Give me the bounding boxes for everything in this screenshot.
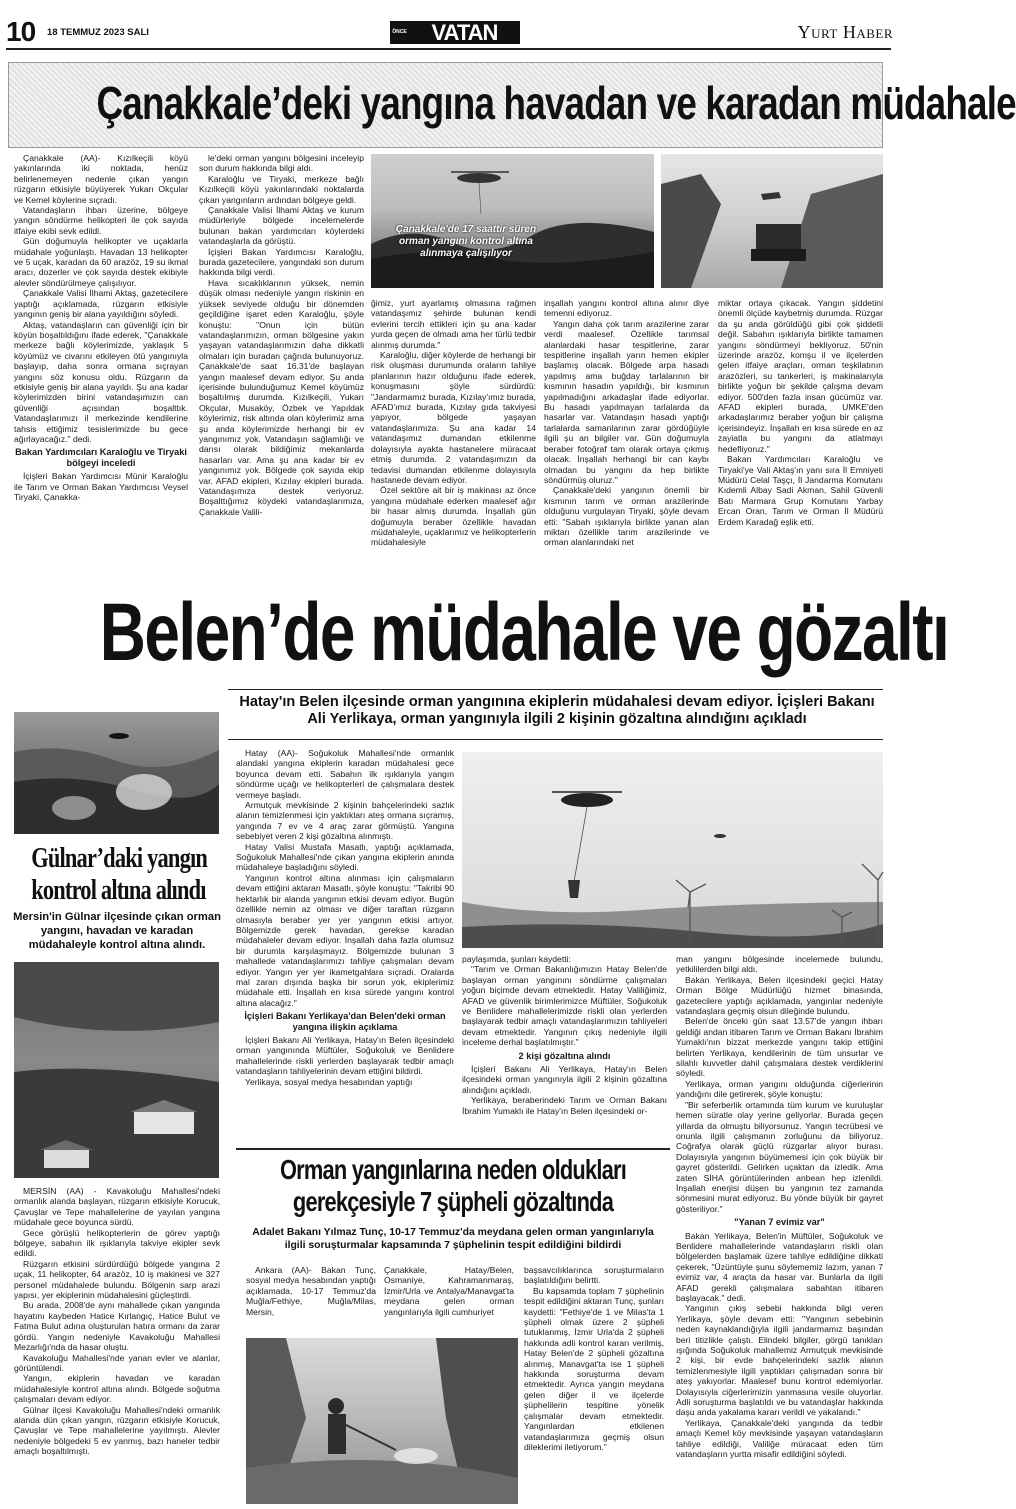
subheading: 2 kişi gözaltına alındı — [518, 1050, 611, 1061]
paragraph: Vatandaşların ihbarı üzerine, bölgeye yangın söndürme helikopteri ile çok sayıda itfaiye ekibi sevk edildi. — [14, 205, 188, 236]
story2-column-2 — [462, 954, 667, 1140]
paragraph: miktar ortaya çıkacak. Yangın şiddetini önemli ölçüde kaybetmiş durumda. Rüzgar da şu anda görüldüğü gibi çok şiddetli değil. Sabahın ışıklarıyla birlikte tamamen yangını söndürmeyi bekliyoruz. 50'nin üzerinde arazöz, komşu il ve ilçelerden gelen itfaiye araçları, orman teşkilatının arazözleri, su tankerleri, iş makinalarıyla birlikte yoğun bir şekilde çalışma devam ediyor. 500'den fazla insan gücümüz var. AFAD ekipleri burada, UMKE'den arkadaşlarımız beraber yoğun bir çalışma içerisindeyiz. İnşallah en kısa sürede en az zayiatla bu yangını da atlatmayı hedefliyoruz." — [718, 298, 883, 454]
story4-column-3 — [524, 1265, 664, 1505]
paragraph: Hava sıcaklıklarının yüksek, nemin düşük olması nedeniyle yangın riskinin en yüksek seviyede olduğu bir dönemden geçildiğine işaret eden Karaloğlu, şöyle konuştu: "Onun için bütün vatandaşlarımızın, orman bölgesine yakın yaşayan vatandaşlarımızın daha dikkatli olmaları için buradan çağrıda bulunuyoruz. Çanakkale'de saat 16.31'de başlayan yangın maalesef devam ediyor. Şu anda içerisinde bulunduğumuz Kemel köyümüz boşaltılmış durumda. Kızılkeçili, Yukarı Okçular, Musaköy, Özbek ve Yapıldak köylerimiz, risk altında olan köylerimiz ama şu anda köylerimizde herhangi bir ev yangınımız yok. Vatandaşın sağlamlığı ve darısı olarak bildiğimiz mekanlarda hasarları var. Ama şu ana kadar bir ev yangınımız yok. Bölgede çok sayıda ekip var. AFAD ekipleri, Kızılay ekipleri burada. Vatandaşımıza destek veriyoruz. Boşalttığımız köydeki vatandaşlarımıza, Çanakkale Valili- — [199, 277, 364, 517]
logo-badge: ÖNCE — [390, 21, 409, 44]
paragraph: Yerlikaya, orman yangını olduğunda ciğerlerinin yandığını dile getirerek, şöyle konuştu: — [676, 1078, 883, 1100]
issue-date: 18 TEMMUZ 2023 SALI — [47, 27, 149, 38]
paragraph: Yangın daha çok tarım arazilerine zarar verdi maalesef. Özellikle tarımsal alanlardaki hasar tespitlerine, zarar tespitlerine inşallah yarın hemen ekipler başlamış olacak. Bölgede arpa hasadı yapılmış ama buğday tarlalarının bir kısmının hasadın yapıldığı, bir kısmının yapılmadığını arkadaşlar ifade ediyorlar. Bu hasadı yapılmayan tarlalarda da hasarlar var. Vatandaşın hasadı yaptığı tarlalarda samanlarının zarar gördüğüyle ilgili şu an bilgiler var. Gün doğumuyla beraber fotoğraf tam olarak ortaya çıkmış olacak. İnşallah herhangi bir can kaybı olmadan bu yangını da hep birlikte söndürmüş oluruz." — [544, 318, 709, 485]
paragraph: ğimiz, yurt ayarlamış olmasına rağmen vatandaşımız şehirde bulunan kendi evlerini tercih ettikleri için şu ana kadar yurda geçen de olmadı ama her türlü tedbir alınmış durumda." — [371, 298, 536, 350]
story2-deck-rule-top — [228, 689, 883, 690]
story1-column-2 — [199, 153, 364, 567]
paragraph: Gece görüşlü helikopterlerin de görev yaptığı bölgeye, sabahın ilk ışıklarıyla takviye ekipler sevk edildi. — [14, 1227, 220, 1259]
paragraph: Hatay (AA)- Soğukoluk Mahallesi'nde ormanlık alandaki yangına ekiplerin karadan müdahalesi gece boyunca devam etti. Sabahın ilk ışıklarıyla yangın söndürme uçağı ve helikopterleri de çalışmalara destek vermeye başladı. — [236, 748, 454, 800]
paragraph: Ankara (AA)- Bakan Tunç, sosyal medya hesabından yaptığı açıklamada, 10-17 Temmuz'da Muğla/Fethiye, Muğla/Milas, Mersin, — [246, 1265, 376, 1317]
story4-headline-line2: gerekçesiyle 7 şüpheli gözaltında — [292, 1186, 614, 1217]
story4-photo-art — [246, 1338, 518, 1504]
paragraph: "Tarım ve Orman Bakanlığımızın Hatay Belen'de başlayan orman yangınını söndürme çalışmaları yoğun biçimde devam etmektedir. Hatay Valiliğimiz, AFAD ve güvenlik birimlerimizce Müftüler, Soğukoluk ve Benlidere mahallelerimizde riskli olan yerlerden başlayarak tedbir amaçlı vatandaşlarımızın tahliyeleri devam etmektedir. Yangının çıkış nedeniyle ilgili inceleme derhal başlatılmıştır." — [462, 964, 667, 1048]
story2-headline: Belen’de müdahale ve gözaltı — [99, 587, 949, 678]
paragraph: MERSİN (AA) - Kavakoluğu Mahallesi'ndeki ormanlık alanda başlayan, rüzgarın etkisiyle Korucuk, Çavuşlar ve Tepe mahallelerine de yayılan yangına müdahale gece boyunca sürdü. — [14, 1186, 220, 1228]
story1-column-4 — [544, 298, 709, 568]
paragraph: Belen'de önceki gün saat 13.57'de yangın ihbarı geldiği andan itibaren Tarım ve Orman Bakanı İbrahim Yumaklı'nın bizzat merkezde yangını takip ettiğini belirten Yerlikaya, kendilerinin de tüm unsurlar ve silahlı kuvvetler dahil çalışmalara destek verdiklerini söyledi. — [676, 1016, 883, 1079]
paragraph: Yangının kontrol altına alınması için çalışmaların devam ettiğini aktaran Masatlı, şöyle konuştu: "Takribi 90 hektarlık bir alanda yangının etkisi devam ediyor. Bugün özellikle nemin az olması ve diğer taraftan rüzgarın olmasıyla beraber yer yer yangının etkisi artıyor. Bölgemizde gerek havadan, gerekse karadan müdahaleler devam ediyor. İnşallah daha fazla olumsuz bir durumla karşılaşmayız. Bölgemizde bulunan 3 mahallede vatandaşlarımızı tahliye çalışmaları devam ediyor. Yangın yer yer ikametgahlara sıçradı. Oralarda mal zararı dışında başka bir sorun yok, ekiplerimiz müdahale etti. İnşallah en kısa sürede yangını kontrol altına alacağız." — [236, 872, 454, 1008]
story3-photo-art-2 — [14, 962, 219, 1178]
story3-headline — [10, 843, 222, 907]
page-header — [0, 0, 907, 48]
paragraph: başsavcılıklarınca soruşturmaların başlatıldığını belirtti. — [524, 1265, 664, 1286]
story3-photo-burned-houses — [14, 962, 219, 1178]
story3-headline-line2: kontrol altına alındı — [31, 875, 206, 906]
paragraph: Hatay Valisi Mustafa Masatlı, yaptığı açıklamada, Soğukoluk Mahallesi'nde çıkan yangına ekiplerin anında müdahaleye başladığını söyledi. — [236, 841, 454, 873]
newspaper-logo — [390, 21, 520, 44]
paragraph: Yangının çıkış sebebi hakkında bilgi veren Yerlikaya, şöyle devam etti: "Yangının sebebinin neden kaynaklandığıyla ilgili jandarmamız başından beri titizlikle çalıştı. Elindeki bilgiler, görgü tanıkları ışığında Soğukoluk mahallemiz Armutçuk mevkisinde 2 kişi, bir evde bahçelerindeki sazlık alanın temizlenmesiyle ilgili yaptıkları çalışmadan sonra bir ateş yakıyorlar. Maalesef bunu kontrol edemiyorlar. Dolayısıyla ciğerlerimizin yanmasına vesile oluyorlar. Adli soruşturma başlatıldı ve bu vatandaşlar hakkında daşu anda yakalama kararı verildi ve yakalandı." — [676, 1303, 883, 1418]
story2-photo-art — [462, 752, 883, 948]
story4-column-2 — [384, 1265, 514, 1331]
paragraph: Yerlikaya, beraberindeki Tarım ve Orman Bakanı İbrahim Yumaklı ile Hatay'ın Belen ilçesindeki or- — [462, 1095, 667, 1116]
paragraph: "Bir seferberlik ortamında tüm kurum ve kuruluşlar hemen süratle olay yerine geliyorlar. Burada geçen yıllarda da olmuştu biliyorsunuz. Yangın tecrübesi ve onunla ilgili çalışmanın zorluğunu da biliyoruz. Coğrafya olarak güçlü rüzgarlar alıyor burası. Dolayısıyla yangının büyümemesi için çok büyük bir gayret gösterildi. Gelirken uçaktan da izledik. Ama zaten SİHA görüntülerinden anbean hep izlenildi. İnşallah enerjisi düşen bu yangının tez zamanda sönmesini murat ediyoruz. Bu yönde büyük bir gayret gösteriliyor." — [676, 1099, 883, 1214]
story1-headline-box — [8, 62, 1016, 148]
paragraph: Çanakkale Valisi İlhami Aktaş ve kurum müdürleriyle bölgede incelemelerde bulunan bakan yardımcıları köylerdeki vatandaşlarla da görüştü. — [199, 205, 364, 247]
paragraph: İçişleri Bakanı Ali Yerlikaya, Hatay'ın Belen ilçesindeki orman yangınında Müftüler, Soğukoluk ve Benlidere mahallelerinde riskli yerlerden başlayarak tedbir amaçlı vatandaşların tahliyelerinin devam ettiğini bildirdi. — [236, 1034, 454, 1077]
story2-column-1 — [236, 748, 454, 1140]
story1-photo-caption: Çanakkale'de 17 saattir süren orman yangını kontrol altına alınmaya çalışılıyor — [395, 224, 537, 259]
logo-wordmark: VATAN — [409, 21, 520, 44]
story3-headline-line1: Gülnar’daki yangın — [31, 843, 208, 874]
paragraph: Yerlikaya, sosyal medya hesabından yaptığı — [245, 1076, 413, 1087]
story1-photo-firetruck — [661, 154, 883, 288]
paragraph: Aktaş, vatandaşların can güvenliği için bir köyün boşaltıldığını ifade ederek, "Çanakkale merkeze bağlı köylerimizde, yaklaşık 5 köyümüz ve civarını etkileyen ötü yangınıyla başlayıp, daha sonra ormana sıçrayan yangını söz konusu oldu. Rüzgarın da etkisiyle geniş bir alana yayıldı. Şu ana kadar köylerimizden birini vatandaşımızın can güvenliği açısından boşalttık. Vatandaşlarımızı il merkezinde kendilerine tahsis ettiğimiz tesislerimizde bu gece ağırlayacağız." dedi. — [14, 319, 188, 444]
paragraph: le'deki orman yangını bölgesini inceleyip son durum hakkında bilgi aldı. — [199, 153, 364, 174]
story1-headline: Çanakkale’deki yangına havadan ve karadan müdahale — [96, 77, 1016, 129]
paragraph: Çanakkale'deki yangının önemli bir kısmının tarım ve orman arazilerinde olduğunu vurgulayan Tiryaki, şöyle devam etti: "Sabah ışıklarıyla birlikte yanan alan miktarı özellikle tarım arazilerinde ve orman alanlarındaki net — [544, 485, 709, 548]
paragraph: Bakan Yerlikaya, Belen ilçesindeki geçici Hatay Orman Bölge Müdürlüğü hizmet binasında, gazetecilere yaptığı açıklamada, yangınlar nedeniyle vatandaşlara geçmiş olsun dileğinde bulundu. — [676, 974, 883, 1017]
story3-photo-aerial-smoke — [14, 712, 219, 834]
story3-body — [14, 1186, 220, 1504]
story1-photo-art-2 — [661, 154, 883, 288]
paragraph: inşallah yangını kontrol altına alınır diye temenni ediyoruz. — [544, 298, 709, 319]
paragraph: İçişleri Bakan Yardımcısı Karaloğlu, burada gazetecilere, yangındaki son durum hakkında bilgi verdi. — [199, 246, 364, 278]
paragraph: Rüzgarın etkisini sürdürdüğü bölgede yangına 2 uçak, 11 helikopter, 64 arazöz, 10 iş makinesi ve 327 personel müdahalede bulundu. Bölgenin sarp arazi yapısı, yer ekiplerinin müdahalesini güçleştirdi. — [14, 1258, 220, 1301]
story3-deck: Mersin'in Gülnar ilçesinde çıkan orman yangını, havadan ve karadan müdahaleyle kontrol altına alındı. — [13, 911, 221, 951]
story1-column-3 — [371, 298, 536, 568]
story4-column-1 — [246, 1265, 376, 1331]
page-number: 10 — [6, 16, 36, 47]
paragraph: İçişleri Bakan Yardımcısı Münir Karaloğlu ile Tarım ve Orman Bakan Yardımcısı Veysel Tiryaki, Çanakka- — [14, 471, 188, 502]
paragraph: Özel sektöre ait bir iş makinası az önce yangına müdahale ederken maalesef ağır bir hasar almış durumda. İnşallah gün doğumuyla beraber özellikle havadan müdahaleyle, uçaklarımız ve helikopterlerin müdahalesiyle — [371, 485, 536, 548]
header-rule — [6, 48, 891, 50]
paragraph: Çanakkale (AA)- Kızılkeçili köyü yakınlarında iki noktada, henüz belirlenemeyen nedenle çıkan yangın rüzgarın etkisiyle büyüyerek Yukarı Okçular ve Kemel köylerine sıçradı. — [14, 153, 188, 205]
paragraph: Yangın, ekiplerin havadan ve karadan müdahalesiyle kontrol altına alındı. Bölgede soğutma çalışmaları devam ediyor. — [14, 1373, 220, 1405]
paragraph: Bu arada, 2008'de aynı mahallede çıkan yangında hayatını kaybeden Hatice Kırlangıç, Hatice Bulut ve Fatma Bulut adına oluşturulan hatıra ormanı da zarar gördü. Yangın nedeniyle Kavakoluğu Mahallesi Mezarlığı'nda da hasar oluştu. — [14, 1300, 220, 1353]
paragraph: Karaloğlu, diğer köylerde de herhangi bir risk oluşması durumunda oraların tahliye planlarının hazır olduğunu ifade ederek, konuşmasını şöyle sürdürdü: "Jandarmamız burada, Kızılay'ımız burada, AFAD'ımız burada, Kızılay gıda takviyesi yapıyor, bölgede yaşayan vatandaşlarımıza. Şu ana kadar 14 vatandaşımız dumandan etkilenme dolayısıyla ayakta hastanelere müracaat etmiş durumda. 2 vatandaşımızın da tedavisi dumandan etkilenme dolayısıyla hastanede devam ediyor. — [371, 350, 536, 485]
paragraph: İçişleri Bakanı Ali Yerlikaya, Hatay'ın Belen ilçesindeki orman yangınıyla ilgili 2 kişinin gözaltına alındığını açıkladı. — [462, 1064, 667, 1095]
paragraph: Kavakoluğu Mahallesi'nde yanan evler ve alanlar, görüntülendi. — [14, 1352, 220, 1373]
story4-deck: Adalet Bakanı Yılmaz Tunç, 10-17 Temmuz'da meydana gelen orman yangınlarıyla ilgili soruşturmalar kapsamında 7 şüphelinin tespit edildiğini bildirdi — [252, 1227, 654, 1251]
paragraph: Çanakkale Valisi İlhami Aktaş, gazetecilere yaptığı açıklamada, rüzgarın etkisiyle yangının geniş bir alana yayıldığını söyledi. — [14, 288, 188, 320]
story1-photo-helicopter — [371, 154, 654, 288]
paragraph: man yangını bölgesinde incelemede bulundu, yetkililerden bilgi aldı. — [676, 954, 883, 975]
subheading: Bakan Yardımcıları Karaloğlu ve Tiryaki bölgeyi inceledi — [15, 447, 187, 468]
paragraph: Gün doğumuyla helikopter ve uçaklarla müdahale yoğunlaştı. Havadan 13 helikopter ve 5 uçak, karadan da 60 arazöz, 19 su ikmal aracı, dozerler ve çok sayıda destek ekibiyle alevler söndürülmeye çalışılıyor. — [14, 236, 188, 288]
subheading: İçişleri Bakanı Yerlikaya'dan Belen'deki orman yangına ilişkin açıklama — [244, 1011, 446, 1032]
story1-column-1 — [14, 153, 188, 567]
subheading: "Yanan 7 evimiz var" — [734, 1217, 825, 1228]
story2-photo-helicopter-windturbines — [462, 752, 883, 948]
paragraph: Bu kapsamda toplam 7 şüphelinin tespit edildiğini aktaran Tunç, şunları kaydetti: "Fethiye'de 1 ve Milas'ta 1 şüpheli olmak üzere 2 şüpheli tutuklanmış, İzmir Urla'da 2 şüpheli hakkında adli kontrol kararı verilmiş, Hatay Belen'de 2 şüpheli gözaltına alınmış, Manavgat'ta ise 1 şüpheli hakkında soruşturma devam etmektedir. Ayrıca yangın meydana gelen diğer il ve ilçelerde şüphelilerin tespitine yönelik çalışmalar devam etmektedir. Yangınlardan etkilenen vatandaşlarımıza geçmiş olsun dileklerimi iletiyorum." — [524, 1285, 664, 1452]
paragraph: Armutçuk mevkisinde 2 kişinin bahçelerindeki sazlık alanın temizlenmesi için yaktıkları ateş ormana sıçramış, yangında 7 ev ve 4 araç zarar görmüştü. Yangına sebebiyet veren 2 kişi gözaltına alınmıştı. — [236, 800, 454, 842]
story1-column-5 — [718, 298, 883, 568]
story1-photo-art — [371, 154, 654, 288]
story4-photo-firefighter — [246, 1338, 518, 1504]
story3-photo-art — [14, 712, 219, 834]
paragraph: Karaloğlu ve Tiryaki, merkeze bağlı Kızılkeçili köyü yakınlarındaki noktalarda çıkan yangınların ardından bölgeye geldi. — [199, 173, 364, 205]
story4-headline-line1: Orman yangınlarına neden oldukları — [279, 1154, 627, 1185]
paragraph: Çanakkale, Hatay/Belen, Osmaniye, Kahramanmaraş, İzmir/Urla ve Antalya/Manavgat'ta meydana gelen orman yangınlarıyla ilgili cumhuriyet — [384, 1265, 514, 1317]
story2-column-3 — [676, 954, 883, 1502]
paragraph: Gülnar ilçesi Kavakoluğu Mahallesi'ndeki ormanlık alanda dün çıkan yangın, rüzgarın etkisiyle Korucuk, Çavuşlar ve Tepe mahallelerine yayılmıştı. Alevler nedeniyle bölgedeki 5 ev yanmış, bazı haneler tedbir amaçlı boşaltılmıştı. — [14, 1404, 220, 1457]
story2-deck: Hatay'ın Belen ilçesinde orman yangınına ekiplerin müdahalesi devam ediyor. İçişleri Bakanı Ali Yerlikaya, orman yangınıyla ilgili 2 kişinin gözaltına alındığını açıkladı — [239, 694, 875, 727]
section-label: Yurt Haber — [797, 22, 893, 42]
paragraph: paylaşımda, şunları kaydetti: — [462, 954, 571, 964]
paragraph: Bakan Yerlikaya, Belen'in Müftüler, Soğukoluk ve Benlidere mahallelerinde vatandaşların riskli olan bölgelerden başlamak üzere tahliye edildiğine dikkati çekerek, "Üzüntüyle şunu söylememiz lazım, yanan 7 evimiz var, 4 araçta da hasar var. Bunlarla da ilgili AFAD gerekli çalışmalara sabahtan itibaren başlayacak." dedi. — [676, 1230, 883, 1303]
story2-deck-rule-bottom — [228, 739, 883, 740]
paragraph: Yerlikaya, Çanakkale'deki yangında da tedbir amaçlı Kemel köy mevkisinde yaşayan vatandaşların tahliye edildiği, Valiliğe müracaat eden tüm vatandaşların yurtta misafir edildiğini söyledi. — [676, 1417, 883, 1460]
paragraph: Bakan Yardımcıları Karaloğlu ve Tiryaki'ye Vali Aktaş'ın yanı sıra İl Emniyeti Müdürü Celal Taşçı, İl Jandarma Komutanı Kıdemli Albay Sadi Akman, Sahil Güvenli Batı Marmara Grup Komutanı Yarbay Ercan Oran, Tarım ve Orman İl Müdürü Erdem Karadağ eşlik etti. — [718, 454, 883, 527]
